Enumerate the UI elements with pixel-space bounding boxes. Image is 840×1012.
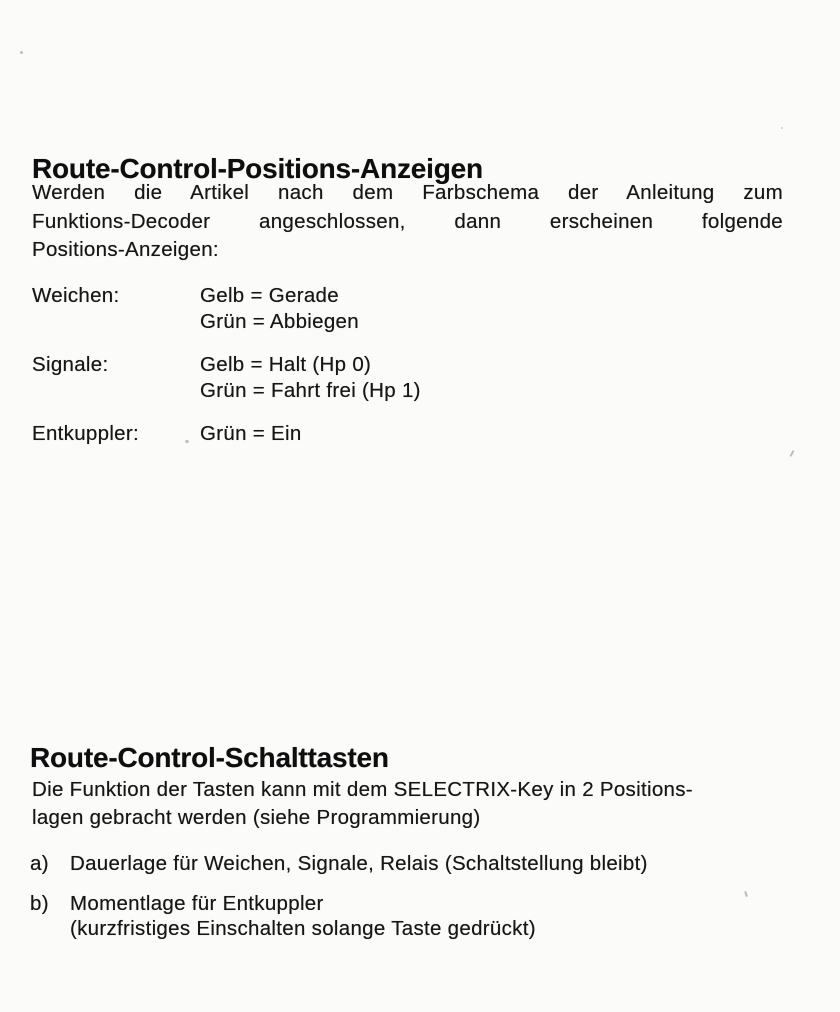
list-item-b	[30, 891, 648, 941]
indicator-values	[200, 352, 421, 404]
section1-title: Route-Control-Positions-Anzeigen	[32, 152, 483, 184]
section2-intro-paragraph	[32, 776, 802, 831]
list-item-line: Momentlage für Entkuppler	[70, 892, 324, 915]
list-item-a	[30, 851, 648, 876]
paragraph-line: Die Funktion der Tasten kann mit dem SELECTRIX-Key in 2 Positions-	[32, 778, 693, 801]
indicator-row-entkuppler	[32, 421, 421, 447]
list-item-line: Dauerlage für Weichen, Signale, Relais (Schaltstellung bleibt)	[70, 852, 648, 875]
paper-speck	[789, 450, 794, 457]
paragraph-line: Positions-Anzeigen:	[32, 238, 219, 261]
paragraph-line: lagen gebracht werden (siehe Programmierung)	[32, 805, 481, 829]
indicator-value: Gelb = Gerade	[200, 284, 339, 307]
position-indicator-list	[32, 283, 421, 464]
indicator-label: Entkuppler:	[32, 422, 140, 445]
list-item-marker: b)	[30, 892, 49, 915]
list-item-line: (kurzfristiges Einschalten solange Taste gedrückt)	[70, 917, 536, 940]
paper-speck	[781, 127, 783, 129]
section2-title: Route-Control-Schalttasten	[30, 741, 389, 773]
indicator-label: Signale:	[32, 353, 109, 376]
indicator-row-signale	[32, 352, 421, 404]
indicator-value: Grün = Abbiegen	[200, 310, 359, 333]
indicator-value: Gelb = Halt (Hp 0)	[200, 353, 372, 376]
paper-speck	[185, 440, 189, 443]
paragraph-line: Funktions-Decoder angeschlossen, dann erscheinen folgende	[32, 209, 783, 233]
paragraph-line: Werden die Artikel nach dem Farbschema der Anleitung zum	[32, 181, 783, 204]
key-mode-list	[30, 851, 648, 956]
indicator-value: Grün = Fahrt frei (Hp 1)	[200, 379, 421, 402]
paper-speck	[744, 891, 748, 897]
list-item-marker: a)	[30, 852, 49, 875]
list-item-text	[70, 891, 536, 941]
list-item-text	[70, 851, 648, 876]
indicator-values	[200, 421, 302, 447]
paper-speck	[20, 51, 23, 54]
section1-intro-paragraph	[32, 179, 783, 265]
indicator-label: Weichen:	[32, 284, 120, 307]
indicator-value: Grün = Ein	[200, 422, 302, 445]
indicator-values	[200, 283, 359, 335]
indicator-row-weichen	[32, 283, 421, 335]
